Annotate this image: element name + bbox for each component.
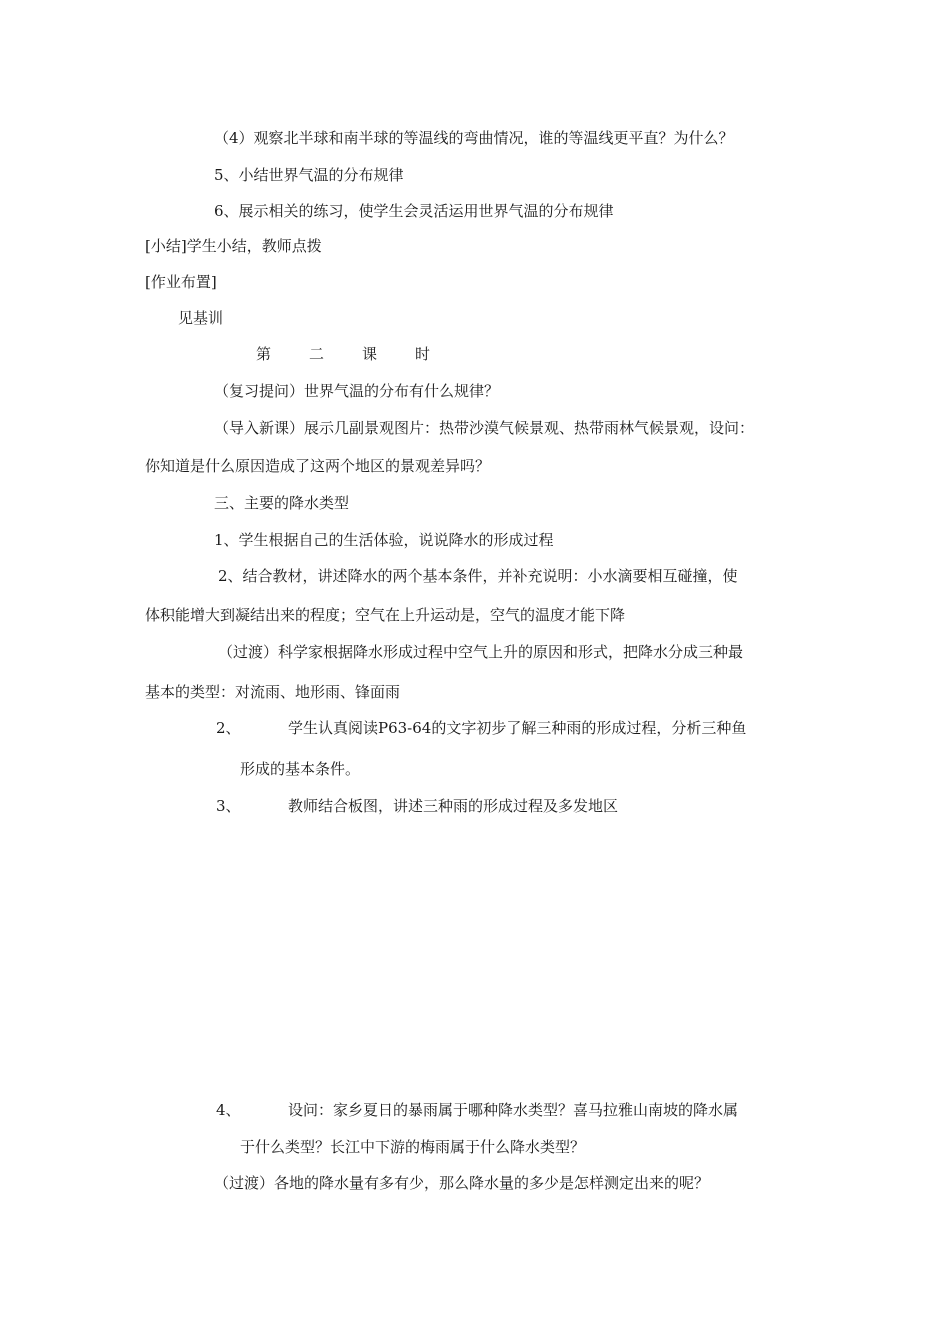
section-3-title: 三、主要的降水类型 [214,494,350,512]
item-3-text: 教师结合板图，讲述三种雨的形成过程及多发地区 [288,797,619,815]
step-6: 6、展示相关的练习，使学生会灵活运用世界气温的分布规律 [214,202,614,220]
item-2-line-2: 体积能增大到凝结出来的程度；空气在上升运动是，空气的温度才能下降 [145,606,626,624]
summary-line: [小结]学生小结，教师点拨 [145,237,322,255]
intro-line-2: 你知道是什么原因造成了这两个地区的景观差异吗？ [145,457,491,475]
lesson-heading-char: 课 [362,345,378,363]
lesson-heading-char: 二 [309,345,325,363]
item-4-continuation: 于什么类型？长江中下游的梅雨属于什么降水类型？ [240,1138,586,1156]
transition-line-1: （过渡）科学家根据降水形成过程中空气上升的原因和形式，把降水分成三种最 [218,643,744,661]
item-2-text: 学生认真阅读P63-64的文字初步了解三种雨的形成过程，分析三种鱼 [288,719,747,737]
item-4-text: 设问：家乡夏日的暴雨属于哪种降水类型？喜马拉雅山南坡的降水属 [288,1101,739,1119]
transition-precipitation: （过渡）各地的降水量有多有少，那么降水量的多少是怎样测定出来的呢？ [214,1174,710,1192]
step-5: 5、小结世界气温的分布规律 [214,166,404,184]
homework-content: 见基训 [178,309,224,327]
item-2-number: 2、 [216,719,241,737]
lesson-heading-char: 时 [415,345,431,363]
lesson-heading [256,344,430,364]
item-3-number: 3、 [216,797,241,815]
item-4-number: 4、 [216,1101,241,1119]
transition-line-2: 基本的类型：对流雨、地形雨、锋面雨 [145,683,401,701]
item-2-continuation: 形成的基本条件。 [240,760,361,778]
item-1: 1、学生根据自己的生活体验，说说降水的形成过程 [214,531,554,549]
lesson-heading-char: 第 [256,345,272,363]
item-2-line-1: 2、结合教材，讲述降水的两个基本条件，并补充说明：小水滴要相互碰撞，使 [218,567,738,585]
review-question: （复习提问）世界气温的分布有什么规律？ [214,382,500,400]
question-4: （4）观察北半球和南半球的等温线的弯曲情况，谁的等温线更平直？为什么？ [214,129,734,147]
homework-heading: [作业布置] [145,273,217,291]
intro-line-1: （导入新课）展示几副景观图片：热带沙漠气候景观、热带雨林气候景观，设问： [214,419,755,437]
